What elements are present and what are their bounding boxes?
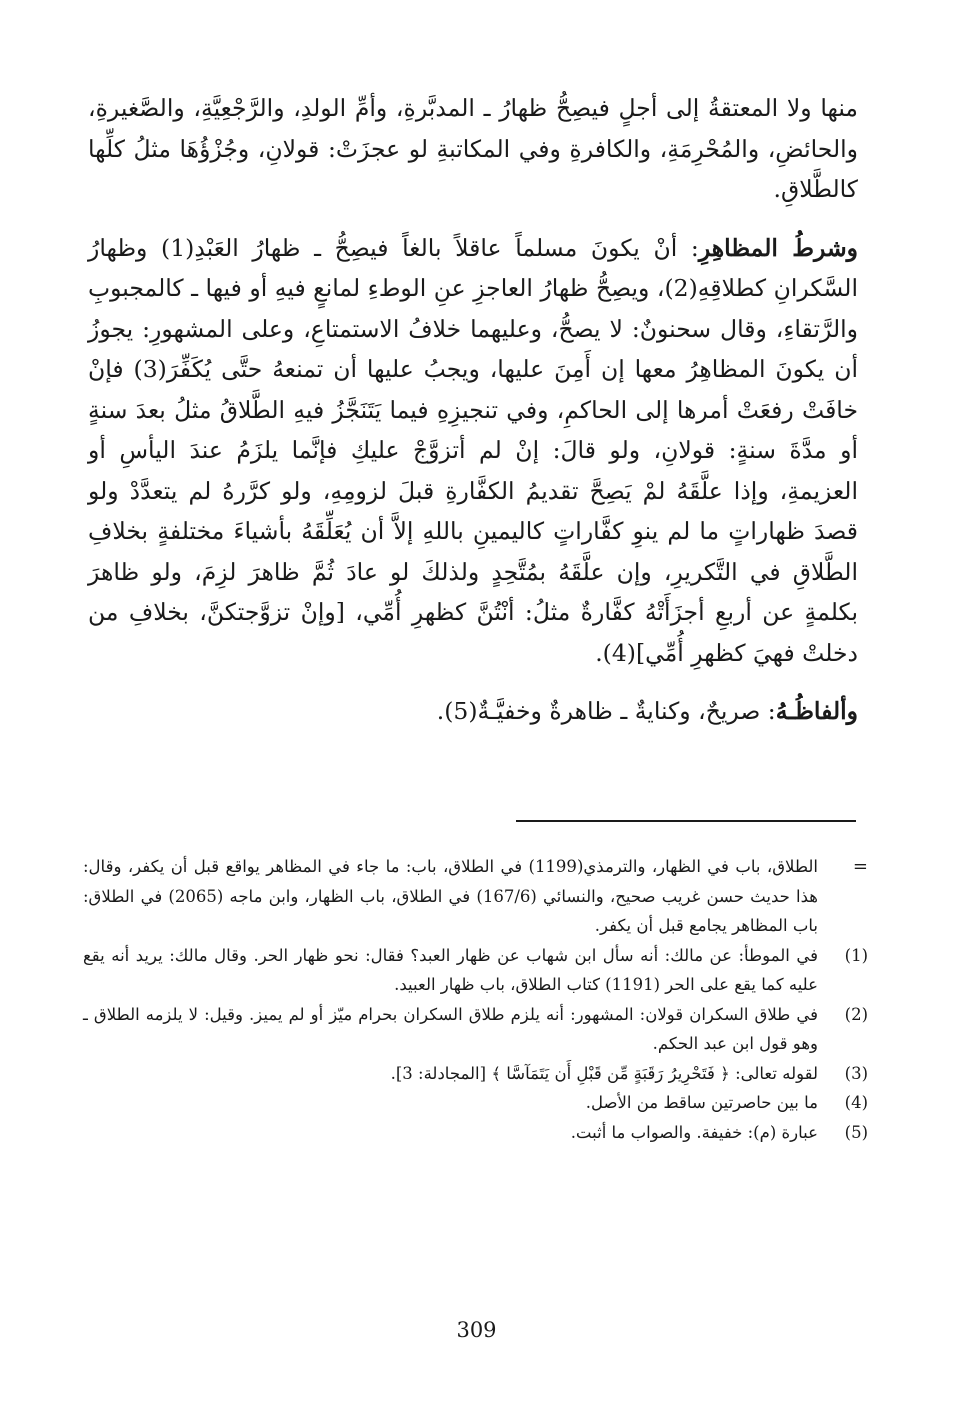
- paragraph-3: [88, 691, 858, 732]
- footnote-marker: (2): [844, 1004, 868, 1024]
- footnote-2: [83, 1000, 868, 1059]
- footnote-text: عبارة (م): خفيفة. والصواب ما أثبت.: [570, 1122, 818, 1142]
- footnote-1: [83, 941, 868, 1000]
- main-text: [88, 88, 858, 750]
- paragraph-2: [88, 228, 858, 674]
- footnote-4: [83, 1088, 868, 1118]
- footnote-marker: =: [852, 856, 868, 877]
- page-number: 309: [456, 1318, 497, 1342]
- footnote-separator: [516, 820, 856, 822]
- footnote-text: في طلاق السكران قولان: المشهور: أنه يلزم طلاق السكران بحرام ميّز أو لم يميز. وقيل: لا يلزمه الطلاق ـ وهو قول ابن عبد الحكم.: [83, 1004, 818, 1053]
- paragraph-lead: وشرطُ المظاهِرِ: [698, 233, 858, 262]
- footnote-marker: (5): [844, 1122, 868, 1142]
- footnote-3: [83, 1059, 868, 1089]
- paragraph-text: : صريحٌ، وكنايةٌ ـ ظاهرةٌ وخفيَّـةٌ(5).: [436, 697, 776, 725]
- paragraph-text: : أنْ يكونَ مسلماً عاقلاً بالغاً فيصِحُّ ـ ظهارُ العَبْدِ(1) وظهارُ السَّكرانِ كطلاقِهِ(2)، ويصِحُّ ظهارُ العاجزِ عنِ الوطءِ لمانعٍ فيهِ أو فيها ـ كالمجبوبِ والرَّتقاءِ، وقال سحنونٌ: لا يصحُّ، وعليهما خلافُ الاستمتاعِ، وعلى المشهورِ: يجوزُ أن يكونَ المظاهِرُ معها إن أَمِنَ عليها، ويجبُ عليها أن تمنعهُ حتَّى يُكَفِّرَ(3) فإنْ خافَتْ رفعَتْ أمرها إلى الحاكمِ، وفي تنجيزِهِ فيما يَتَنَجَّزُ فيهِ الطَّلاقُ مثلُ بعدَ سنةٍ أو مدَّةَ سنةٍ: قولانِ، ولو قالَ: إنْ لم أتزوَّجْ عليكِ فإنَّما يلزَمُ عندَ اليأسِ أو العزيمةِ، وإذا علَّقَهُ لمْ يَصِحَّ تقديمُ الكفَّارةِ قبلَ لزومِهِ، ولو كرَّرهُ لم يتعدَّدْ ولو قصدَ ظهاراتٍ ما لم ينوِ كفَّاراتٍ كاليمينِ باللهِ إلاَّ أن يُعَلِّقَهُ بأشياءَ مختلفةٍ بخلافِ الطَّلاقِ في التَّكريرِ، وإن علَّقَهُ بمُتَّحِدٍ ولذلكَ لو عادَ ثُمَّ ظاهرَ لزِمَ، ولو ظاهرَ بكلمةٍ عن أربعِ أجزَأَتْهُ كفَّارةٌ مثلُ: أنْتُنَّ كظهرِ أُمِّي، [وإنْ تزوَّجتكنَّ، بخلافِ من دخلتْ فهيَ كظهرِ أُمِّي](4).: [88, 233, 859, 667]
- footnote-marker: (4): [844, 1093, 868, 1112]
- footnote-marker: (3): [844, 1063, 868, 1083]
- footnote-text: في الموطأ: عن مالك: أنه سأل ابن شهاب عن ظهار العبد؟ فقال: نحو ظهار الحر. وقال مالك: يريد أنه يقع عليه كما يقع على الحر (1191) كتاب الطلاق، باب ظهار العبيد.: [83, 945, 818, 994]
- paragraph-lead: وألفاظُـهُ: [775, 697, 858, 725]
- footnote-text: ما بين حاصرتين ساقط من الأصل.: [585, 1093, 818, 1112]
- paragraph-text: منها ولا المعتقةُ إلى أجلٍ فيصِحُّ ظهارُ ـ المدبَّرةِ، وأمِّ الولدِ، والرَّجْعِيَّةِ، والصَّغيرةِ، والحائضِ، والمُحْرِمَةِ، والكافرةِ وفي المكاتبةِ لو عجزَتْ: قولانِ، وجُزْؤُهَا مثلُ كلِّها كالطَّلاقِ.: [88, 94, 858, 203]
- footnote-text: لقوله تعالى: ﴿ فَتَحْرِيرُ رَقَبَةٍ مِّن قَبْلِ أَن يَتَمَآسَّا ﴾ [المجادلة: 3].: [390, 1063, 818, 1083]
- footnote-text: الطلاق، باب في الظهار، والترمذي(1199) في الطلاق، باب: ما جاء في المظاهر يواقع قبل أن يكفر، وقال: هذا حديث حسن غريب صحيح، والنسائي (167/6) في الطلاق، باب الظهار، وابن ماجه (2065) في الطلاق: باب المظاهر يجامع قبل أن يكفر.: [83, 857, 818, 935]
- paragraph-1: [88, 88, 858, 210]
- footnote-continuation: [83, 852, 868, 941]
- footnote-marker: (1): [844, 945, 868, 965]
- footnote-5: [83, 1118, 868, 1148]
- footnotes: [83, 852, 868, 1147]
